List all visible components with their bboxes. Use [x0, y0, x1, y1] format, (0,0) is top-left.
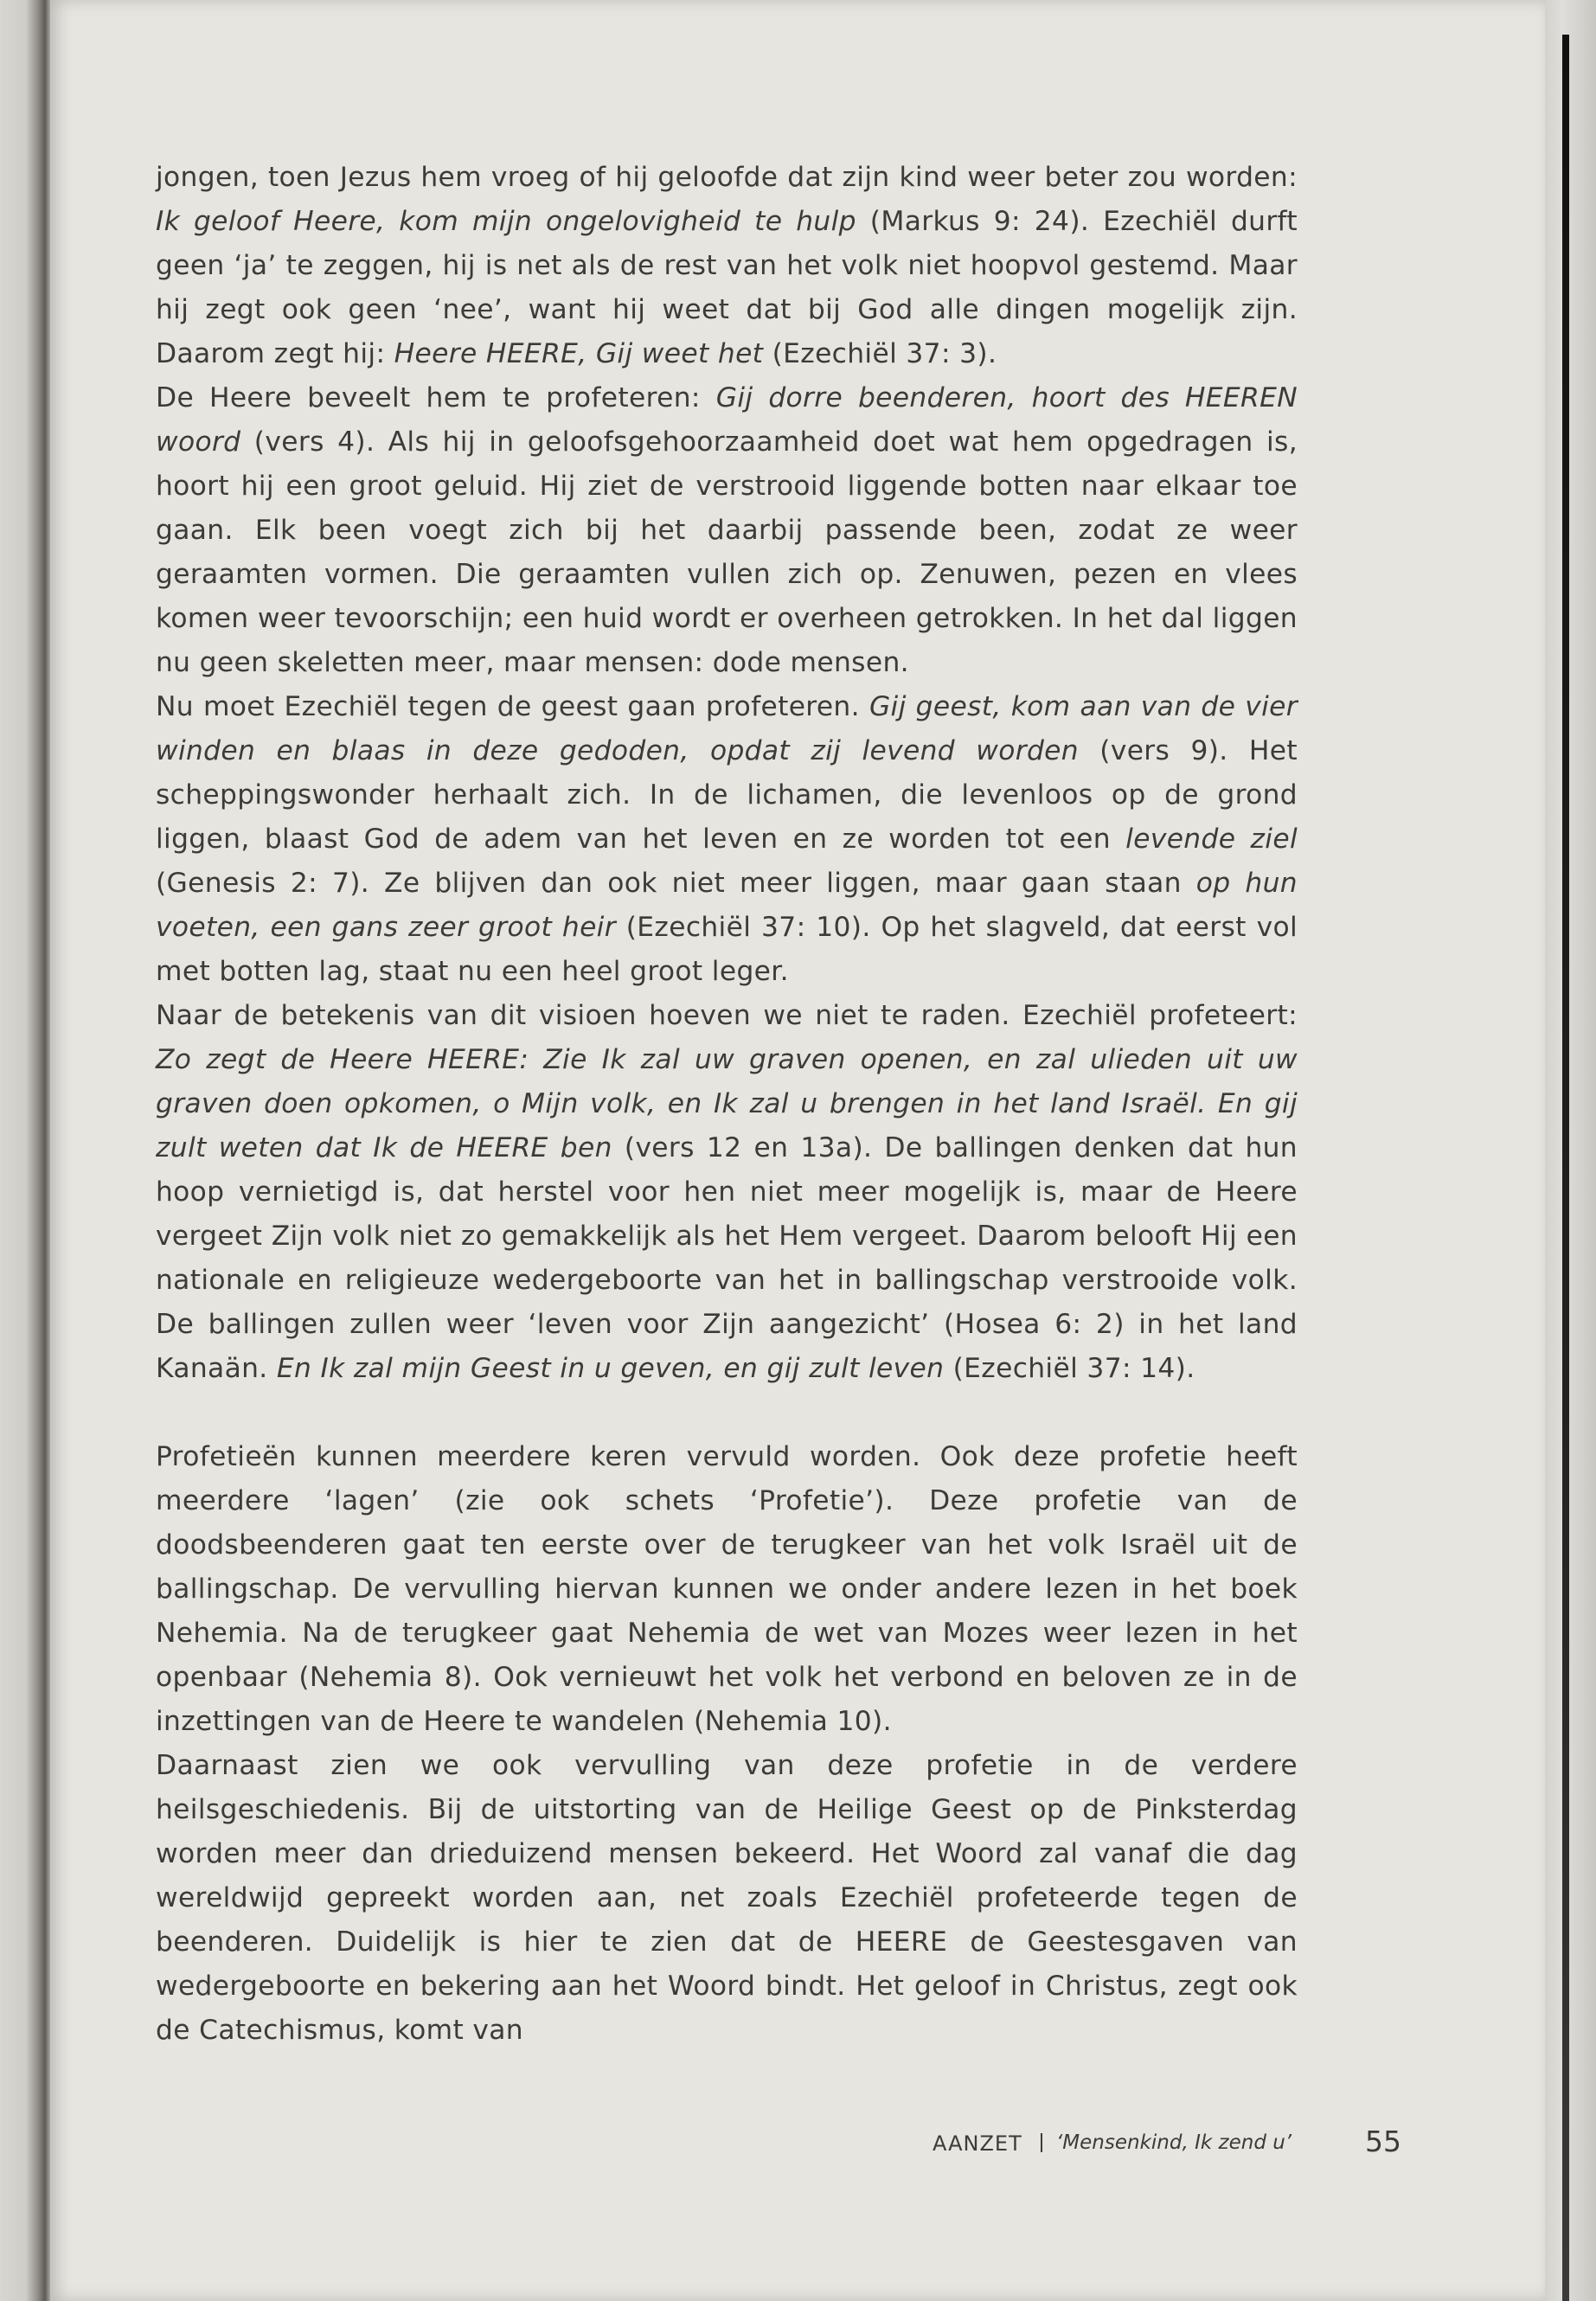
text-run: (Ezechiël 37: 3).: [763, 338, 997, 369]
bible-quote: levende ziel: [1125, 824, 1298, 855]
paragraph-2: [156, 376, 1298, 685]
text-run: (Ezechiël 37: 10). Op het slagveld, dat eerst vol met botten lag, staat nu een heel groot leger.: [156, 912, 1298, 987]
page-number: 55: [1365, 2125, 1401, 2158]
paragraph-4: [156, 994, 1298, 1391]
text-run: (vers 12 en 13a). De ballingen denken dat hun hoop vernietigd is, dat herstel voor hen niet meer mogelijk is, maar de Heere vergeet Zijn volk niet zo gemakkelijk als het Hem vergeet. Daarom belooft Hij een nationale en religieuze wedergeboorte van het in ballingschap verstrooide volk. De ballingen zullen weer ‘leven voor Zijn aangezicht’ (Hosea 6: 2) in het land Kanaän.: [156, 1132, 1298, 1384]
text-run: Naar de betekenis van dit visioen hoeven we niet te raden. Ezechiël profeteert:: [156, 1000, 1298, 1031]
bible-quote: Ik geloof Heere, kom mijn ongelovigheid te hulp: [156, 206, 856, 237]
text-run: (vers 4). Als hij in geloofsgehoorzaamheid doet wat hem opgedragen is, hoort hij een groot geluid. Hij ziet de verstrooid liggende botten naar elkaar toe gaan. Elk been voegt zich bij het daarbij passende been, zodat ze weer geraamten vormen. Die geraamten vullen zich op. Zenuwen, pezen en vlees komen weer tevoorschijn; een huid wordt er overheen getrokken. In het dal liggen nu geen skeletten meer, maar mensen: dode mensen.: [156, 426, 1298, 678]
paragraph-gap: [156, 1391, 1298, 1435]
footer-chapter-title: ‘Mensenkind, Ik zend u’: [1056, 2131, 1292, 2154]
scan-left-edge: [0, 0, 50, 2301]
page-footer: [933, 2118, 1408, 2170]
text-run: Nu moet Ezechiël tegen de geest gaan profeteren.: [156, 691, 869, 722]
text-run: (Genesis 2: 7). Ze blijven dan ook niet meer liggen, maar gaan staan: [156, 868, 1196, 899]
bible-quote: Zo zegt de Heere HEERE: Zie Ik zal uw graven openen, en zal ulieden uit uw graven doen opkomen, o Mijn volk, en Ik zal u brengen in het land Israël. En gij zult weten dat Ik de HEERE ben: [156, 1044, 1298, 1163]
bible-quote: Heere HEERE, Gij weet het: [394, 338, 764, 369]
bible-quote: En Ik zal mijn Geest in u geven, en gij zult leven: [276, 1353, 945, 1384]
bible-quote: Gij dorre beenderen, hoort des HEEREN woord: [156, 382, 1298, 458]
text-run: (vers 9). Het scheppingswonder herhaalt zich. In de lichamen, die levenloos op de grond liggen, blaast God de adem van het leven en ze worden tot een: [156, 735, 1298, 855]
text-run: Daarnaast zien we ook vervulling van deze profetie in de verdere heilsgeschiedenis. Bij de uitstorting van de Heilige Geest op de Pinksterdag worden meer dan drieduizend mensen bekeerd. Het Woord zal vanaf die dag wereldwijd gepreekt worden aan, net zoals Ezechiël profeteerde tegen de beenderen. Duidelijk is hier te zien dat de HEERE de Geestesgaven van wedergeboorte en bekering aan het Woord bindt. Het geloof in Christus, zegt ook de Catechismus, komt van: [156, 1750, 1298, 2046]
scan-right-edge: [1545, 0, 1596, 2301]
footer-separator: [1041, 2133, 1042, 2152]
text-run: (Markus 9: 24). Ezechiël durft geen ‘ja’ te zeggen, hij is net als de rest van het volk niet hoopvol gestemd. Maar hij zegt ook geen ‘nee’, want hij weet dat bij God alle dingen mogelijk zijn. Daarom zegt hij:: [156, 206, 1298, 369]
paragraph-3: [156, 685, 1298, 994]
text-run: Profetieën kunnen meerdere keren vervuld worden. Ook deze profetie heeft meerdere ‘lagen’ (zie ook schets ‘Profetie’). Deze profetie van de doodsbeenderen gaat ten eerste over de terugkeer van het volk Israël uit de ballingschap. De vervulling hiervan kunnen we onder andere lezen in het boek Nehemia. Na de terugkeer gaat Nehemia de wet van Mozes weer lezen in het openbaar (Nehemia 8). Ook vernieuwt het volk het verbond en beloven ze in de inzettingen van de Heere te wandelen (Nehemia 10).: [156, 1441, 1298, 1737]
page-edge-line: [1562, 35, 1569, 2301]
paragraph-5: [156, 1435, 1298, 1744]
body-text: [156, 156, 1298, 2053]
bible-quote: op hun voeten, een gans zeer groot heir: [156, 868, 1298, 943]
paragraph-1: [156, 156, 1298, 376]
paragraph-6: [156, 1744, 1298, 2053]
text-run: jongen, toen Jezus hem vroeg of hij geloofde dat zijn kind weer beter zou worden:: [156, 162, 1298, 193]
text-run: De Heere beveelt hem te profeteren:: [156, 382, 716, 413]
footer-section-label: AANZET: [933, 2131, 1022, 2156]
text-run: (Ezechiël 37: 14).: [944, 1353, 1195, 1384]
bible-quote: Gij geest, kom aan van de vier winden en blaas in deze gedoden, opdat zij levend worden: [156, 691, 1298, 766]
